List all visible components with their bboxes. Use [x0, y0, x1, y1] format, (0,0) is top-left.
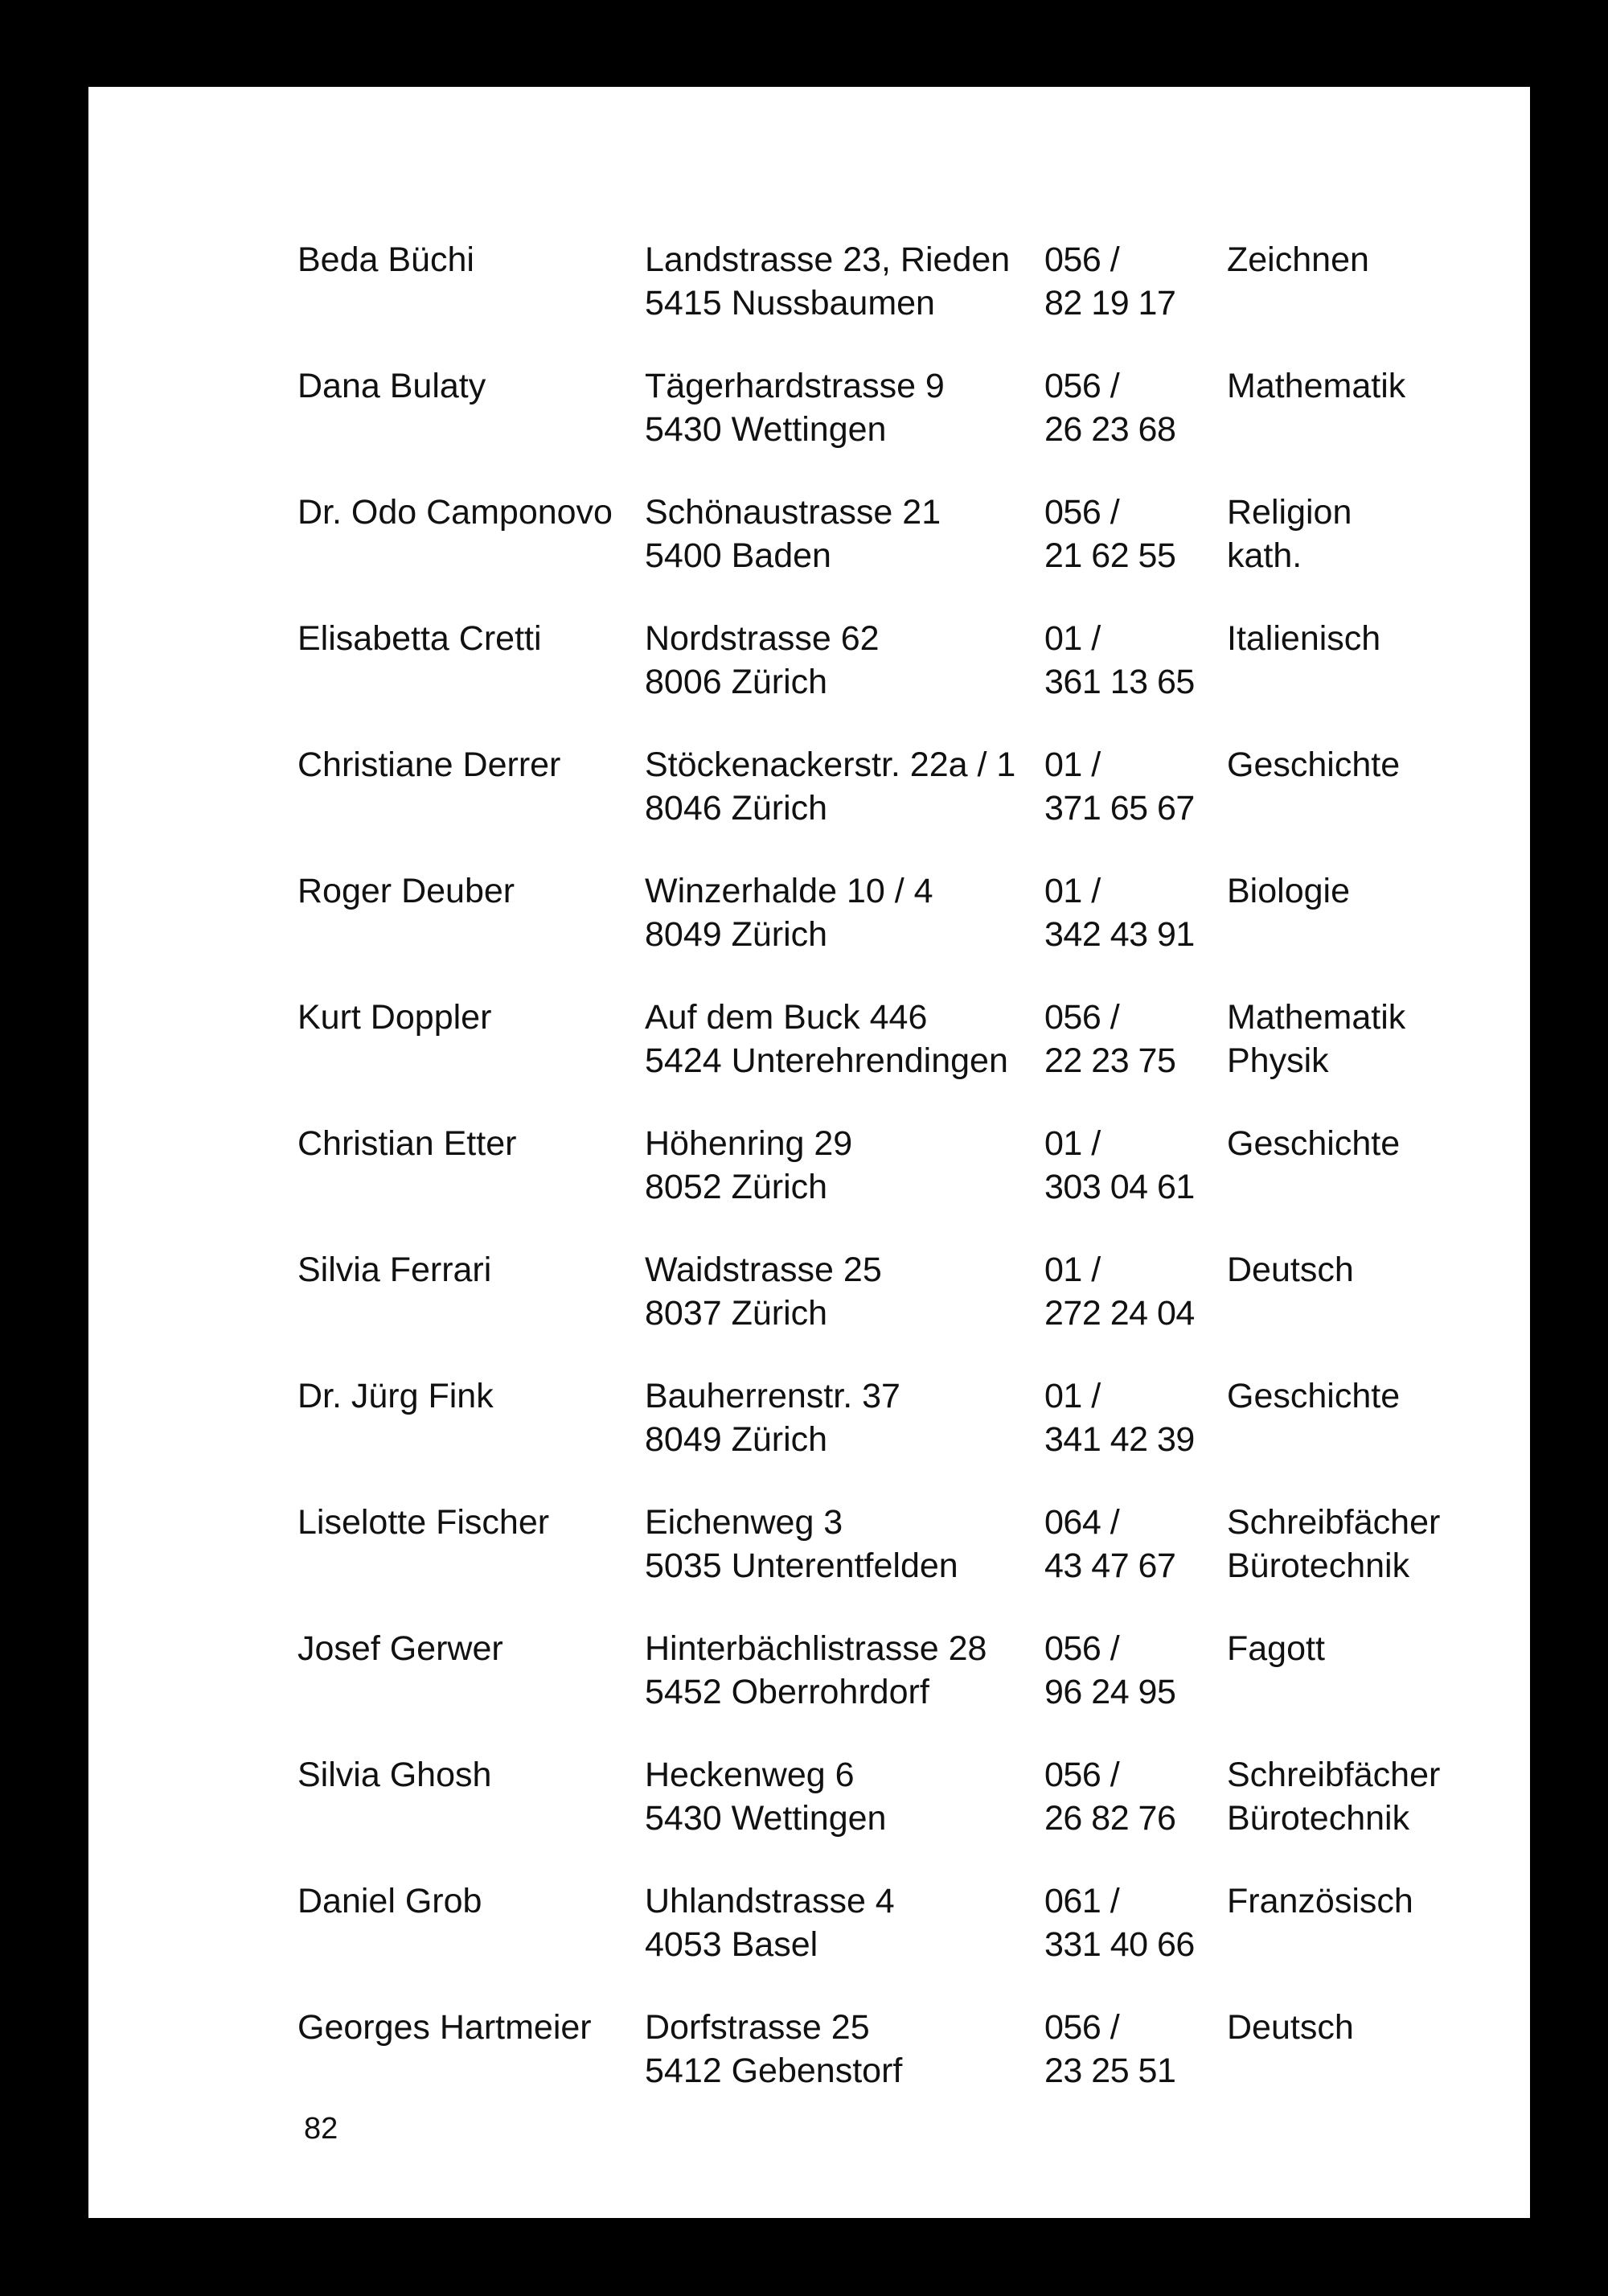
document-page: [88, 87, 1530, 2218]
person-name: Dana Bulaty: [297, 367, 486, 405]
directory-entry: [297, 743, 1439, 869]
street-line: Landstrasse 23, Rieden: [645, 240, 1011, 279]
phone: [1044, 996, 1175, 1082]
phone-area-code: 01 /: [1044, 1377, 1101, 1415]
subject-line-2: Bürotechnik: [1227, 1546, 1410, 1585]
subject: [1227, 1122, 1400, 1165]
street-line: Heckenweg 6: [645, 1756, 855, 1794]
person-name: Elisabetta Cretti: [297, 619, 542, 658]
phone-number: 26 82 76: [1044, 1799, 1176, 1838]
city-line: 5415 Nussbaumen: [645, 284, 935, 322]
subject-line-1: Zeichnen: [1227, 240, 1369, 279]
subject-line-1: Geschichte: [1227, 1377, 1401, 1415]
person-name: Beda Büchi: [297, 240, 474, 279]
subject: [1227, 238, 1369, 281]
subject-line-2: Bürotechnik: [1227, 1799, 1410, 1838]
street-line: Nordstrasse 62: [645, 619, 880, 658]
street-line: Uhlandstrasse 4: [645, 1882, 895, 1920]
city-line: 5412 Gebenstorf: [645, 2052, 903, 2090]
address: [645, 743, 1015, 830]
directory-entry: [297, 364, 1439, 491]
phone-number: 23 25 51: [1044, 2052, 1176, 2090]
phone: [1044, 617, 1195, 704]
directory-entry: [297, 996, 1439, 1122]
person-name: Christian Etter: [297, 1124, 517, 1163]
phone-number: 331 40 66: [1044, 1925, 1195, 1964]
phone-area-code: 01 /: [1044, 1251, 1101, 1289]
directory-entry: [297, 1879, 1439, 2006]
city-line: 5035 Unterentfelden: [645, 1546, 958, 1585]
city-line: 8046 Zürich: [645, 789, 828, 828]
city-line: 4053 Basel: [645, 1925, 818, 1964]
phone: [1044, 1122, 1195, 1209]
street-line: Hinterbächlistrasse 28: [645, 1629, 987, 1668]
subject: [1227, 1248, 1354, 1292]
address: [645, 996, 1008, 1082]
phone-area-code: 056 /: [1044, 1756, 1120, 1794]
phone-area-code: 056 /: [1044, 493, 1120, 532]
subject-line-1: Biologie: [1227, 872, 1350, 910]
phone-number: 341 42 39: [1044, 1420, 1195, 1459]
person-name: Roger Deuber: [297, 872, 515, 910]
directory-entry: [297, 238, 1439, 364]
person-name: Liselotte Fischer: [297, 1503, 550, 1542]
city-line: 5430 Wettingen: [645, 410, 887, 449]
subject-line-1: Französisch: [1227, 1882, 1413, 1920]
address: [645, 1753, 886, 1840]
phone: [1044, 1374, 1195, 1461]
street-line: Dorfstrasse 25: [645, 2008, 870, 2047]
phone-area-code: 056 /: [1044, 367, 1120, 405]
person-name: Silvia Ghosh: [297, 1756, 492, 1794]
subject-line-1: Schreibfächer: [1227, 1756, 1441, 1794]
city-line: 5400 Baden: [645, 536, 831, 575]
subject: [1227, 869, 1350, 913]
subject-line-1: Religion: [1227, 493, 1352, 532]
subject: [1227, 491, 1352, 577]
person-name: Georges Hartmeier: [297, 2008, 592, 2047]
subject-line-1: Deutsch: [1227, 1251, 1354, 1289]
subject-line-1: Geschichte: [1227, 745, 1401, 784]
phone: [1044, 743, 1195, 830]
directory-list: [297, 238, 1439, 2132]
address: [645, 617, 880, 704]
phone-area-code: 056 /: [1044, 1629, 1120, 1668]
phone-number: 371 65 67: [1044, 789, 1195, 828]
person-name: Dr. Jürg Fink: [297, 1377, 494, 1415]
city-line: 8049 Zürich: [645, 915, 828, 954]
city-line: 8037 Zürich: [645, 1294, 828, 1333]
address: [645, 1374, 900, 1461]
address: [645, 364, 945, 451]
directory-entry: [297, 1753, 1439, 1879]
street-line: Waidstrasse 25: [645, 1251, 882, 1289]
directory-entry: [297, 617, 1439, 743]
person-name: Christiane Derrer: [297, 745, 561, 784]
city-line: 5424 Unterehrendingen: [645, 1041, 1008, 1080]
phone-area-code: 056 /: [1044, 998, 1120, 1037]
subject: [1227, 743, 1400, 787]
phone-area-code: 064 /: [1044, 1503, 1120, 1542]
person-name: Daniel Grob: [297, 1882, 482, 1920]
subject: [1227, 364, 1405, 408]
address: [645, 869, 933, 956]
address: [645, 1248, 882, 1335]
directory-entry: [297, 491, 1439, 617]
person-name: Dr. Odo Camponovo: [297, 493, 613, 532]
address: [645, 1501, 958, 1587]
city-line: 5430 Wettingen: [645, 1799, 887, 1838]
address: [645, 1122, 852, 1209]
subject-line-1: Deutsch: [1227, 2008, 1354, 2047]
street-line: Auf dem Buck 446: [645, 998, 928, 1037]
subject-line-1: Mathematik: [1227, 367, 1406, 405]
city-line: 8006 Zürich: [645, 663, 828, 701]
street-line: Schönaustrasse 21: [645, 493, 941, 532]
person-name: Kurt Doppler: [297, 998, 492, 1037]
city-line: 5452 Oberrohrdorf: [645, 1673, 929, 1711]
subject: [1227, 1627, 1325, 1670]
subject: [1227, 1879, 1413, 1923]
phone-number: 303 04 61: [1044, 1168, 1195, 1206]
phone-area-code: 061 /: [1044, 1882, 1120, 1920]
phone: [1044, 491, 1175, 577]
phone: [1044, 1501, 1175, 1587]
address: [645, 238, 1010, 325]
city-line: 8049 Zürich: [645, 1420, 828, 1459]
directory-entry: [297, 1501, 1439, 1627]
phone-area-code: 01 /: [1044, 872, 1101, 910]
phone-area-code: 01 /: [1044, 1124, 1101, 1163]
phone-area-code: 056 /: [1044, 2008, 1120, 2047]
phone-number: 22 23 75: [1044, 1041, 1176, 1080]
phone-number: 82 19 17: [1044, 284, 1176, 322]
directory-entry: [297, 1374, 1439, 1501]
subject-line-1: Fagott: [1227, 1629, 1325, 1668]
phone: [1044, 1248, 1195, 1335]
street-line: Stöckenackerstr. 22a / 1: [645, 745, 1016, 784]
phone: [1044, 1627, 1175, 1714]
street-line: Höhenring 29: [645, 1124, 853, 1163]
phone: [1044, 1753, 1175, 1840]
phone-number: 96 24 95: [1044, 1673, 1176, 1711]
person-name: Silvia Ferrari: [297, 1251, 492, 1289]
subject: [1227, 996, 1405, 1082]
phone-number: 272 24 04: [1044, 1294, 1195, 1333]
phone: [1044, 869, 1195, 956]
phone-number: 26 23 68: [1044, 410, 1176, 449]
phone: [1044, 2006, 1175, 2093]
street-line: Tägerhardstrasse 9: [645, 367, 945, 405]
subject-line-2: Physik: [1227, 1041, 1329, 1080]
subject-line-1: Geschichte: [1227, 1124, 1401, 1163]
phone-area-code: 01 /: [1044, 619, 1101, 658]
address: [645, 1627, 987, 1714]
directory-entry: [297, 869, 1439, 996]
phone-number: 342 43 91: [1044, 915, 1195, 954]
subject-line-2: kath.: [1227, 536, 1302, 575]
subject-line-1: Schreibfächer: [1227, 1503, 1441, 1542]
phone: [1044, 1879, 1195, 1966]
directory-entry: [297, 1627, 1439, 1753]
address: [645, 2006, 902, 2093]
directory-entry: [297, 1122, 1439, 1248]
subject: [1227, 1753, 1440, 1840]
subject: [1227, 1501, 1440, 1587]
directory-entry: [297, 2006, 1439, 2132]
address: [645, 491, 941, 577]
phone-number: 43 47 67: [1044, 1546, 1176, 1585]
subject: [1227, 2006, 1354, 2049]
street-line: Winzerhalde 10 / 4: [645, 872, 933, 910]
city-line: 8052 Zürich: [645, 1168, 828, 1206]
phone-area-code: 056 /: [1044, 240, 1120, 279]
subject: [1227, 1374, 1400, 1418]
page-number: 82: [304, 2112, 338, 2146]
subject: [1227, 617, 1380, 660]
phone-number: 21 62 55: [1044, 536, 1176, 575]
phone-area-code: 01 /: [1044, 745, 1101, 784]
street-line: Eichenweg 3: [645, 1503, 843, 1542]
subject-line-1: Italienisch: [1227, 619, 1381, 658]
phone-number: 361 13 65: [1044, 663, 1195, 701]
street-line: Bauherrenstr. 37: [645, 1377, 900, 1415]
subject-line-1: Mathematik: [1227, 998, 1406, 1037]
phone: [1044, 238, 1175, 325]
address: [645, 1879, 895, 1966]
person-name: Josef Gerwer: [297, 1629, 503, 1668]
directory-entry: [297, 1248, 1439, 1374]
phone: [1044, 364, 1175, 451]
